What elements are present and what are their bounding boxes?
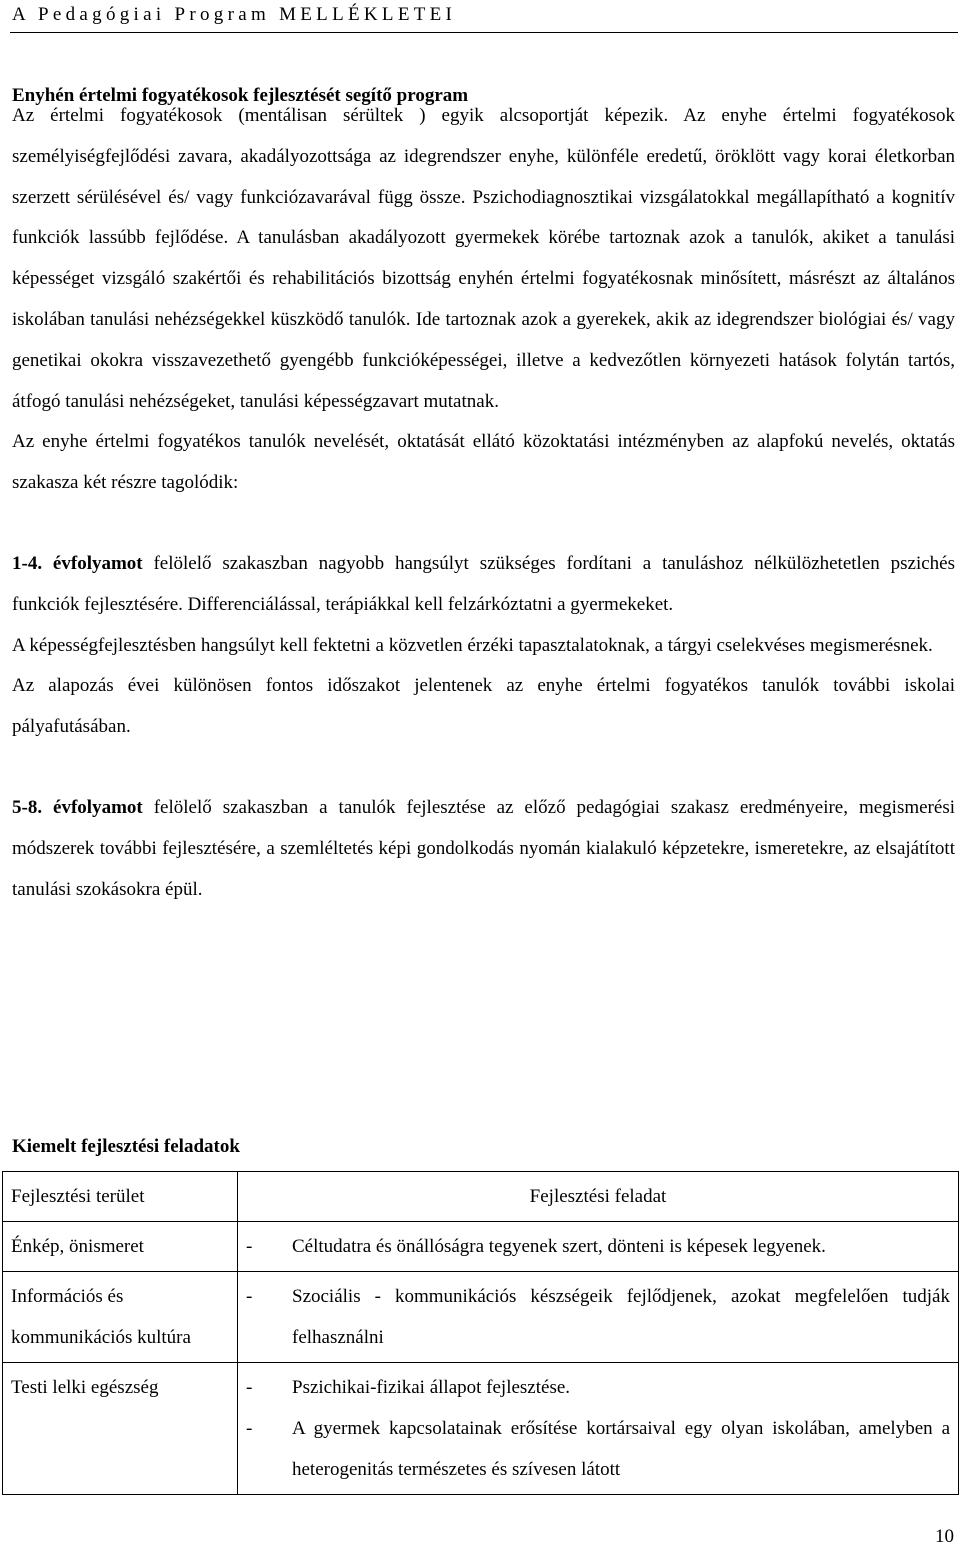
table-header-area: Fejlesztési terület <box>3 1172 238 1222</box>
program-title: Enyhén értelmi fogyatékosok fejlesztését segítő program <box>12 85 469 106</box>
section-1-4-paragraph-2: A képességfejlesztésben hangsúlyt kell fektetni a közvetlen érzéki tapasztalatoknak, a tárgyi cselekvéses megismerésnek. <box>12 634 933 656</box>
intro-paragraph-1 <box>12 106 955 432</box>
task-text: A gyermek kapcsolatainak erősítése kortársaival egy olyan iskolában, amelyben a heterogenitás természetes és szívesen látott <box>292 1418 950 1480</box>
task-item <box>246 1276 950 1358</box>
page-header: A Pedagógiai Program MELLÉKLETEI <box>12 4 457 25</box>
table-header-task <box>238 1172 959 1222</box>
page-number: 10 <box>935 1526 954 1547</box>
table-cell-area: Énkép, önismeret <box>3 1222 238 1272</box>
table-cell-tasks <box>238 1272 959 1363</box>
table-cell-area: Információs és kommunikációs kultúra <box>3 1272 238 1363</box>
task-item <box>246 1367 950 1408</box>
kiemelt-title: Kiemelt fejlesztési feladatok <box>12 1136 240 1157</box>
section-1-4-paragraph-1 <box>12 544 955 626</box>
table-header-row <box>3 1172 959 1222</box>
table-row <box>3 1272 959 1363</box>
section-1-4-text: felölelő szakaszban nagyobb hangsúlyt szükséges fordítani a tanuláshoz nélkülözhetetlen pszichés funkciók fejlesztésére. Differenciálással, terápiákkal kell felzárkóztatni a gyermekeket. <box>12 552 955 615</box>
task-item <box>246 1408 950 1490</box>
spacer <box>12 504 955 544</box>
task-dash: - <box>246 1377 253 1398</box>
section-5-8-text: felölelő szakaszban a tanulók fejlesztése az előző pedagógiai szakasz eredményeire, megismerési módszerek további fejlesztésére, a szemléltetés képi gondolkodás nyomán kialakuló képzetekre, ismeretekre, az elsajátított tanulási szokásokra épül. <box>12 796 955 900</box>
development-tasks-table <box>2 1171 959 1495</box>
task-item <box>246 1226 950 1267</box>
intro-paragraph-1-text: Az értelmi fogyatékosok (mentálisan sérültek ) egyik alcsoportját képezik. Az enyhe értelmi fogyatékosok személyiségfejlődési zavara, akadályozottsága az idegrendszer enyhe, különféle eredetű, öröklött vagy korai életkorban szerzett sérülésével és/ vagy funkciózavarával függ össze. Pszichodiagnosztikai vizsgálatokkal megállapítható a kognitív funkciók lassúbb fejlődése. A tanulásban akadályozott gyermekek körébe tartoznak azok a tanulók, akiket a tanulási képességet vizsgáló szakértői és rehabilitációs bizottság enyhén értelmi fogyatékosnak minősített, másrészt az általános iskolában tanulási nehézségekkel küszködő tanulók. Ide tartoznak azok a gyerekek, akik az idegrendszer biológiai és/ vagy genetikai okokra visszavezethető gyengébb funkcióképességei, illetve a kedvezőtlen környezeti hatások folytán tartós, átfogó tanulási nehézségeket, tanulási képességzavart mutatnak. <box>12 105 955 412</box>
table-header-task-label: Fejlesztési feladat <box>529 1186 667 1207</box>
section-1-4-paragraph-3: Az alapozás évei különösen fontos időszakot jelentenek az enyhe értelmi fogyatékos tanulók további iskolai pályafutásában. <box>12 675 955 738</box>
spacer <box>12 748 955 788</box>
section-1-4-label: 1-4. évfolyamot <box>12 552 143 574</box>
intro-paragraph-2: Az enyhe értelmi fogyatékos tanulók nevelését, oktatását ellátó közoktatási intézményben az alapfokú nevelés, oktatás szakasza két részre tagolódik: <box>12 431 955 494</box>
table-cell-tasks <box>238 1222 959 1272</box>
task-dash: - <box>246 1418 253 1439</box>
section-5-8-paragraph-1 <box>12 788 955 910</box>
task-text: Pszichikai-fizikai állapot fejlesztése. <box>292 1377 571 1398</box>
table-cell-tasks <box>238 1363 959 1495</box>
task-text: Szociális - kommunikációs készségeik fejlődjenek, azokat megfelelően tudják felhasználni <box>292 1286 950 1348</box>
table-cell-area: Testi lelki egészség <box>3 1363 238 1495</box>
table-row <box>3 1363 959 1495</box>
document-body <box>12 85 955 910</box>
task-dash: - <box>246 1286 253 1307</box>
task-text: Céltudatra és önállóságra tegyenek szert, dönteni is képesek legyenek. <box>292 1236 826 1257</box>
table-row <box>3 1222 959 1272</box>
section-5-8-label: 5-8. évfolyamot <box>12 796 143 818</box>
header-divider <box>10 32 958 33</box>
task-dash: - <box>246 1236 253 1257</box>
